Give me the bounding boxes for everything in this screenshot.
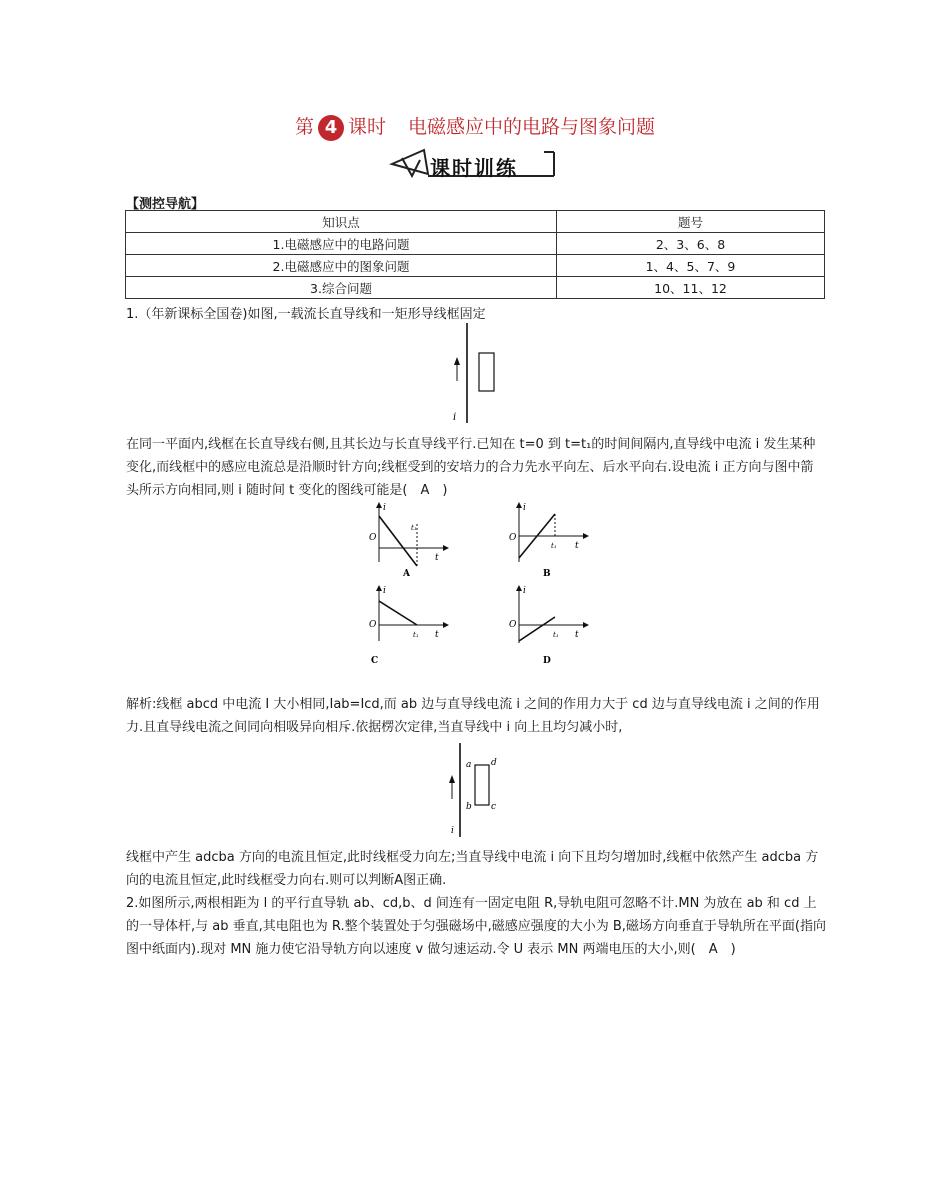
lesson-title (0, 112, 950, 141)
svg-text:t₁: t₁ (411, 524, 417, 532)
title-topic: 电磁感应中的电路与图象问题 (408, 116, 656, 138)
table-row (126, 277, 825, 299)
svg-text:b: b (466, 802, 472, 812)
table-row (126, 255, 825, 277)
title-prefix: 第 (294, 116, 314, 138)
table-cell: 2、3、6、8 (557, 233, 825, 255)
svg-text:O: O (509, 533, 517, 543)
table-row (126, 233, 825, 255)
guide-table (125, 210, 825, 299)
svg-text:O: O (369, 533, 377, 543)
svg-text:i: i (523, 586, 526, 596)
svg-text:t₁: t₁ (553, 631, 559, 639)
arrow-up-icon (454, 357, 460, 365)
arrow-up-icon (449, 775, 455, 783)
svg-text:c: c (491, 802, 497, 812)
banner-label: 课时训练 (430, 156, 518, 180)
svg-text:d: d (491, 758, 497, 768)
question-1-body: 在同一平面内,线框在长直导线右侧,且其长边与长直导线平行.已知在 t=0 到 t=t₁的时间间隔内,直导线中电流 i 发生某种变化,而线框中的感应电流总是沿顺时针方向;线框受到的安培力的合力先水平向左、后水平向右.设电流 i 正方向与图中箭头所示方向相同,则 i 随时间 t 变化的图线可能是( A ) (126, 437, 816, 498)
figure-wire-loop (450, 323, 510, 425)
svg-text:t: t (575, 541, 579, 551)
svg-text:i: i (523, 503, 526, 513)
figure-abcd-loop (448, 743, 518, 839)
svg-text:A: A (403, 569, 410, 579)
table-header-cell: 题号 (557, 211, 825, 233)
svg-text:B: B (543, 569, 551, 579)
guide-heading: 【测控导航】 (126, 197, 205, 212)
question-2-text: 2.如图所示,两根相距为 l 的平行直导轨 ab、cd,b、d 间连有一固定电阻 R,导轨电阻可忽略不计.MN 为放在 ab 和 cd 上的一导体杆,与 ab 垂直,其电阻也为 R.整个装置处于匀强磁场中,磁感应强度的大小为 B,磁场方向垂直于导轨所在平面(指向图中纸面内).现对 MN 施力使它沿导轨方向以速度 v 做匀速运动.令 U 表示 MN 两端电压的大小,则( A ) (126, 896, 826, 957)
table-cell: 3.综合问题 (126, 277, 557, 299)
svg-text:i: i (383, 586, 386, 596)
svg-text:t: t (435, 553, 439, 563)
table-cell: 2.电磁感应中的图象问题 (126, 255, 557, 277)
svg-text:a: a (466, 760, 472, 770)
table-cell: 1.电磁感应中的电路问题 (126, 233, 557, 255)
table-cell: 10、11、12 (557, 277, 825, 299)
table-header-cell: 知识点 (126, 211, 557, 233)
svg-text:C: C (371, 656, 379, 666)
graph-b (505, 500, 595, 580)
graph-a (365, 500, 455, 580)
svg-text:D: D (543, 656, 551, 666)
table-header-row (126, 211, 825, 233)
svg-text:t: t (575, 630, 579, 640)
svg-text:i: i (453, 412, 457, 423)
question-1-stem: 1.（年新课标全国卷)如图,一载流长直导线和一矩形导线框固定 (126, 307, 486, 322)
graph-d (505, 583, 595, 669)
question-1-analysis: 解析:线框 abcd 中电流 I 大小相同,Iab=Icd,而 ab 边与直导线电流 i 之间的作用力大于 cd 边与直导线电流 i 之间的作用力.且直导线电流之间同向相吸异向相斥.依据楞次定律,当直导线中 i 向上且均匀减小时, (126, 697, 820, 735)
svg-text:O: O (369, 620, 377, 630)
svg-text:t: t (435, 630, 439, 640)
svg-text:O: O (509, 620, 517, 630)
graph-c (365, 583, 455, 669)
svg-text:i: i (383, 503, 386, 513)
svg-text:i: i (451, 826, 454, 836)
svg-text:t₁: t₁ (551, 542, 557, 550)
svg-text:t₁: t₁ (413, 631, 419, 639)
lesson-number-badge: 4 (318, 115, 344, 141)
question-1-conclusion: 线框中产生 adcba 方向的电流且恒定,此时线框受力向左;当直导线中电流 i 向下且均匀增加时,线框中依然产生 adcba 方向的电流且恒定,此时线框受力向右.则可以判断A图正确. (126, 850, 819, 888)
title-suffix: 课时 (347, 116, 386, 138)
table-cell: 1、4、5、7、9 (557, 255, 825, 277)
